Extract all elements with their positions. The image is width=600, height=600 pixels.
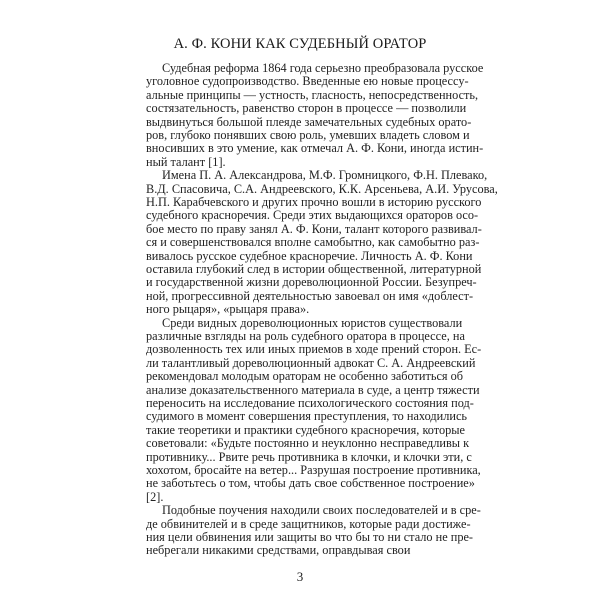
text-line: анализе доказательственного материала в суде, а центр тяжести <box>146 382 480 397</box>
text-line: В.Д. Спасовича, С.А. Андреевского, К.К. Арсеньева, А.И. Урусова, <box>146 181 498 196</box>
text-line: такие теоретики и практики судебного красноречия, которые <box>146 422 466 437</box>
text-line: рекомендовал молодым ораторам не особенно заботиться об <box>146 369 464 384</box>
text-line: уголовное судопроизводство. Введенные ею новые процессу- <box>146 74 469 89</box>
text-line: [2]. <box>146 489 164 504</box>
text-line: различные взгляды на роль судебного оратора в процессе, на <box>146 329 465 343</box>
text-line: ся и совершенствовался вполне самобытно, как самобытно раз- <box>146 235 480 250</box>
text-line: ной, прогрессивной деятельностью завоевал он имя «доблест- <box>146 288 474 303</box>
text-line: противнику... Рвите речь противника в клочки, и клочки эти, с <box>146 449 472 464</box>
text-line: вносивших в это умение, как отмечал А. Ф. Кони, иногда истин- <box>146 141 484 156</box>
text-line: вивалось русское судебное красноречие. Личность А. Ф. Кони <box>146 248 473 263</box>
text-line: Среди видных дореволюционных юристов существовали <box>162 315 463 330</box>
text-line: Судебная реформа 1864 года серьезно преобразовала русское <box>162 61 484 75</box>
text-line: ров, глубоко понявших свою роль, умевших владеть словом и <box>146 128 470 142</box>
text-line: ный талант [1]. <box>146 154 226 169</box>
text-line: состязательность, равенство сторон в процессе — позволили <box>146 101 467 116</box>
text-line: оставила глубокий след в истории общественной, литературной <box>146 262 482 276</box>
text-line: Имена П. А. Александрова, М.Ф. Громницкого, Ф.Н. Плевако, <box>162 168 488 183</box>
text-line: бое место по праву занял А. Ф. Кони, талант которого развивал- <box>146 221 482 236</box>
page-number: 3 <box>296 569 304 584</box>
text-line: небрегали никакими средствами, оправдывая свои <box>146 543 411 558</box>
text-line: ного рыцаря», «рыцаря права». <box>146 302 310 317</box>
text-line: не заботьтесь о том, чтобы дать свое собственное построение» <box>146 476 475 491</box>
text-line: Н.П. Карабчевского и других прочно вошли в историю русского <box>146 195 482 209</box>
text-line: судебного красноречия. Среди этих выдающихся ораторов осо- <box>146 208 479 223</box>
text-line: ния цели обвинения или защиты во что бы то ни стало не пре- <box>146 530 474 544</box>
text-line: де обвинителей и в среде защитников, которые ради достиже- <box>146 516 471 531</box>
text-line: дозволенность тех или иных приемов в ходе прений сторон. Ес- <box>146 342 482 357</box>
text-line: хохотом, бросайте на ветер... Разрушая построение противника, <box>146 463 481 477</box>
text-line: судимого в момент совершения преступления, то находились <box>146 409 468 424</box>
text-line: ли талантливый дореволюционный адвокат С. А. Андреевский <box>146 355 476 370</box>
text-line: Подобные поучения находили своих последователей и в сре- <box>162 503 481 518</box>
page-title: А. Ф. КОНИ КАК СУДЕБНЫЙ ОРАТОР <box>173 36 427 52</box>
text-line: переносить на исследование психологического состояния под- <box>146 396 474 410</box>
text-line: альные принципы — устность, гласность, непосредственность, <box>146 87 479 102</box>
text-line: советовали: «Будьте постоянно и неуклонно несправедливы к <box>146 436 470 451</box>
text-line: выдвинуться большой плеяде замечательных судебных орато- <box>146 114 472 129</box>
text-line: и государственной жизни дореволюционной России. Безупреч- <box>146 275 477 290</box>
